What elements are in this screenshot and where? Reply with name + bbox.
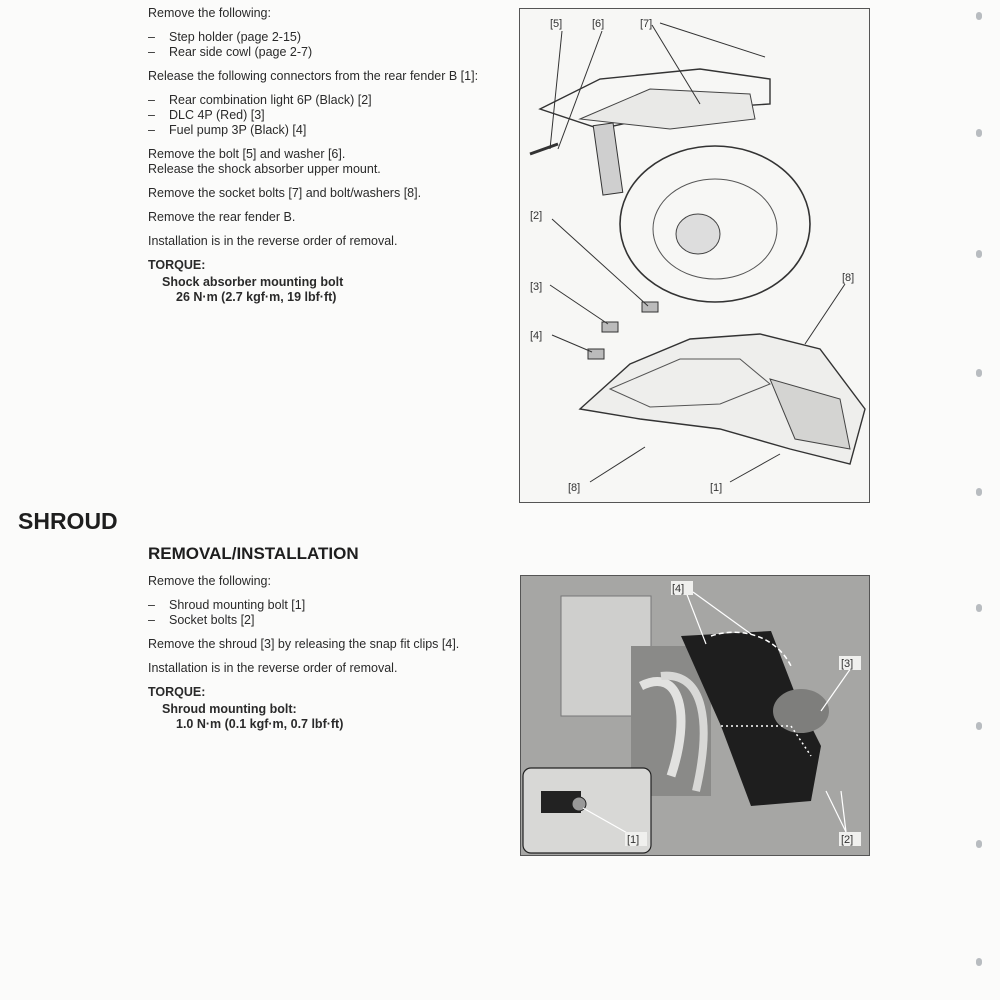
install-note: Installation is in the reverse order of removal.	[148, 661, 398, 675]
list-item: – Socket bolts [2]	[148, 613, 513, 628]
shroud-procedure	[148, 574, 513, 732]
callout-5: [5]	[550, 18, 563, 30]
binder-hole	[976, 250, 982, 258]
shock-absorber-shape	[593, 123, 623, 195]
hub-shape	[676, 214, 720, 254]
callout-4: [4]	[530, 330, 543, 342]
section-title: SHROUD	[18, 508, 118, 534]
step-socket-bolts: Remove the socket bolts [7] and bolt/washers [8].	[148, 186, 422, 200]
remove-list	[148, 30, 513, 60]
torque-value: 1.0 N·m (0.1 kgf·m, 0.7 lbf·ft)	[176, 717, 344, 731]
list-item: – Rear side cowl (page 2-7)	[148, 45, 513, 60]
binder-hole	[976, 129, 982, 137]
bolt-shape	[530, 144, 558, 154]
callout-8-right: [8]	[842, 272, 855, 284]
callout-2: [2]	[530, 210, 543, 222]
shroud-photo-drawing	[521, 576, 869, 855]
binder-hole	[976, 369, 982, 377]
torque-item: Shroud mounting bolt:	[162, 702, 297, 716]
step-bolt: Remove the bolt [5] and washer [6].	[148, 147, 346, 161]
connector-4-shape	[588, 349, 604, 359]
rear-fender-procedure	[148, 6, 513, 305]
torque-item: Shock absorber mounting bolt	[162, 275, 344, 289]
callout-3: [3]	[841, 658, 854, 670]
shroud-photo	[520, 575, 870, 856]
remove-list	[148, 598, 513, 628]
torque-heading: TORQUE:	[148, 685, 206, 699]
step-shock-mount: Release the shock absorber upper mount.	[148, 162, 381, 176]
install-note: Installation is in the reverse order of removal.	[148, 234, 398, 248]
binder-hole	[976, 604, 982, 612]
list-item: – Fuel pump 3P (Black) [4]	[148, 123, 513, 138]
subsection-title: REMOVAL/INSTALLATION	[148, 544, 359, 563]
torque-heading: TORQUE:	[148, 258, 206, 272]
remove-intro: Remove the following:	[148, 574, 271, 588]
callout-7: [7]	[640, 18, 653, 30]
rear-fender-drawing	[520, 9, 869, 502]
binder-hole	[976, 958, 982, 966]
callout-1: [1]	[627, 834, 640, 846]
callout-4: [4]	[672, 583, 685, 595]
list-item: – Step holder (page 2-15)	[148, 30, 513, 45]
binder-hole	[976, 722, 982, 730]
callout-6: [6]	[592, 18, 605, 30]
rear-fender-illustration	[519, 8, 870, 503]
connector-2-shape	[642, 302, 658, 312]
list-item: – Shroud mounting bolt [1]	[148, 598, 513, 613]
callout-8-bottom: [8]	[568, 482, 581, 494]
connector-list	[148, 93, 513, 138]
binder-hole	[976, 12, 982, 20]
release-intro: Release the following connectors from the rear fender B [1]:	[148, 69, 479, 83]
callout-1: [1]	[710, 482, 723, 494]
callout-3: [3]	[530, 281, 543, 293]
frame-bracket-shape	[580, 89, 755, 129]
binder-hole	[976, 840, 982, 848]
torque-value: 26 N·m (2.7 kgf·m, 19 lbf·ft)	[176, 290, 337, 304]
remove-intro: Remove the following:	[148, 6, 271, 20]
connector-3-shape	[602, 322, 618, 332]
list-item: – Rear combination light 6P (Black) [2]	[148, 93, 513, 108]
step-remove-shroud: Remove the shroud [3] by releasing the snap fit clips [4].	[148, 637, 460, 651]
callout-2: [2]	[841, 834, 854, 846]
step-remove-fender: Remove the rear fender B.	[148, 210, 296, 224]
binder-hole	[976, 488, 982, 496]
list-item: – DLC 4P (Red) [3]	[148, 108, 513, 123]
